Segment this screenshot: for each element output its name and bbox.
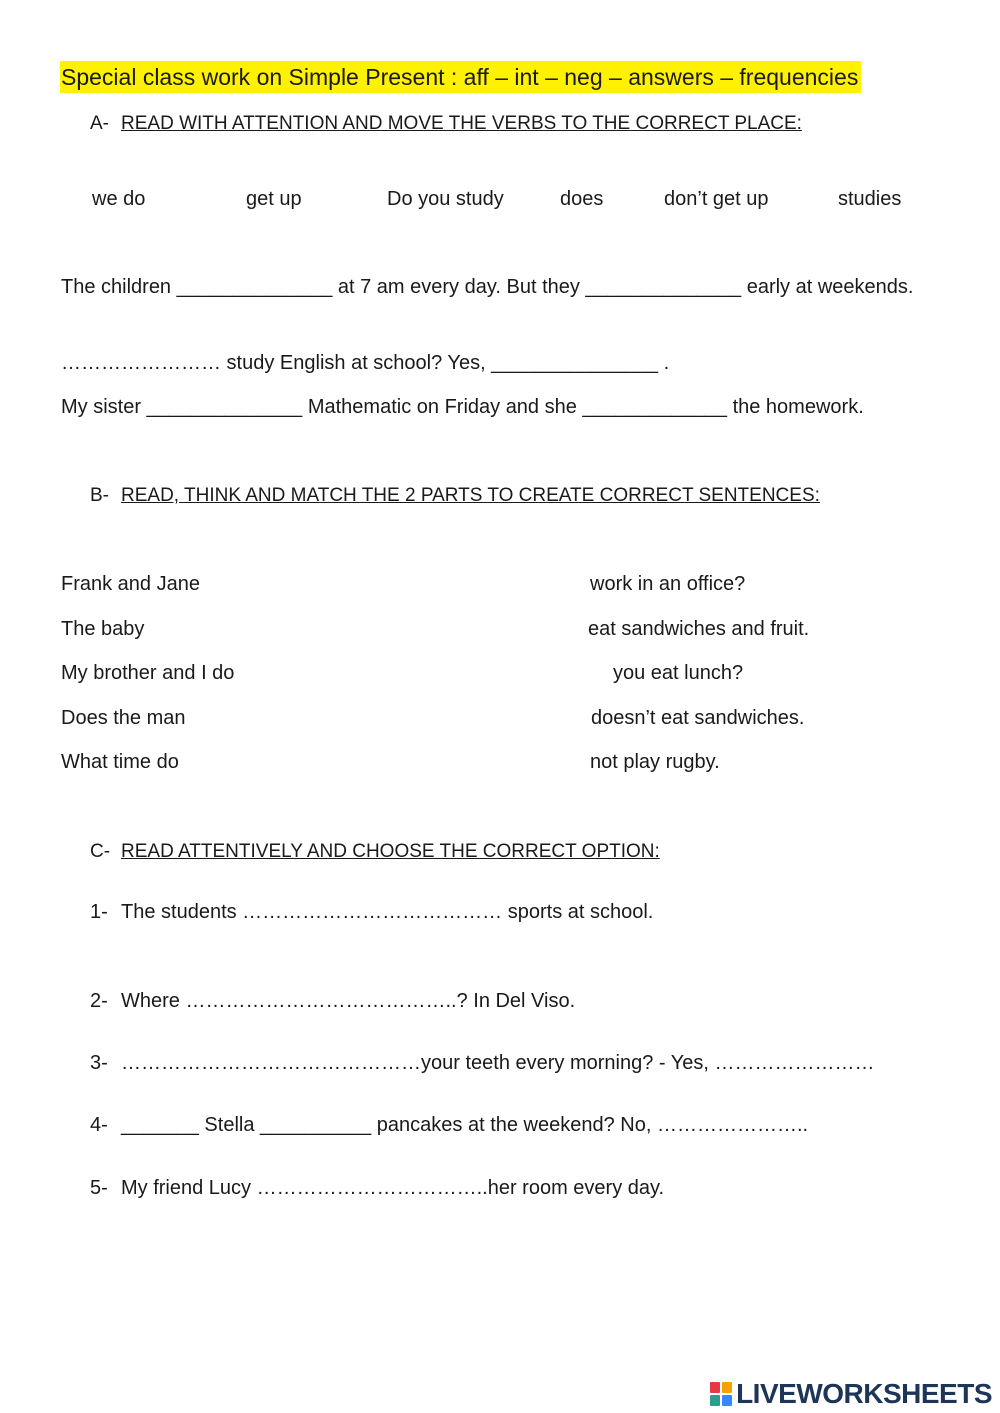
word-bank-item[interactable]: studies bbox=[838, 188, 902, 210]
question-number: 4- bbox=[90, 1114, 108, 1136]
section-b-heading bbox=[90, 484, 820, 508]
question-text: _______ Stella __________ pancakes at the weekend? No, ………………….. bbox=[121, 1114, 809, 1136]
page-title: Special class work on Simple Present : aff – int – neg – answers – frequencies bbox=[60, 61, 861, 93]
match-right-item[interactable]: work in an office? bbox=[590, 573, 746, 595]
match-right-item[interactable]: eat sandwiches and fruit. bbox=[588, 618, 810, 640]
section-b-title: READ, THINK AND MATCH THE 2 PARTS TO CREATE CORRECT SENTENCES: bbox=[121, 485, 820, 506]
match-left-item[interactable]: What time do bbox=[61, 751, 179, 773]
question-number: 5- bbox=[90, 1177, 108, 1199]
question-item bbox=[90, 988, 575, 1014]
match-left-item[interactable]: Frank and Jane bbox=[61, 573, 200, 595]
question-item bbox=[90, 1175, 664, 1201]
section-a-heading bbox=[90, 112, 802, 136]
logo-blocks-icon bbox=[709, 1381, 733, 1407]
match-left-item[interactable]: The baby bbox=[61, 618, 145, 640]
word-bank-item[interactable]: does bbox=[560, 188, 604, 210]
question-item bbox=[90, 899, 653, 925]
match-right-item[interactable]: you eat lunch? bbox=[613, 662, 744, 684]
word-bank-item[interactable]: we do bbox=[92, 188, 146, 210]
question-number: 3- bbox=[90, 1052, 108, 1074]
section-c-title: READ ATTENTIVELY AND CHOOSE THE CORRECT OPTION: bbox=[121, 841, 660, 862]
logo-text: LIVEWORKSHEETS bbox=[736, 1378, 992, 1409]
section-b-letter: B- bbox=[90, 485, 109, 506]
sentence-a2: …………………… study English at school? Yes, _______________ . bbox=[61, 352, 670, 374]
sentence-a1: The children ______________ at 7 am every day. But they ______________ early at weekends. bbox=[61, 276, 914, 298]
sentence-a3: My sister ______________ Mathematic on Friday and she _____________ the homework. bbox=[61, 396, 864, 418]
match-left-item[interactable]: Does the man bbox=[61, 707, 186, 729]
match-right-item[interactable]: doesn’t eat sandwiches. bbox=[591, 707, 805, 729]
section-c-heading bbox=[90, 840, 660, 864]
question-text: The students ………………………………… sports at school. bbox=[121, 901, 654, 923]
question-item bbox=[90, 1050, 875, 1076]
word-bank-item[interactable]: don’t get up bbox=[664, 188, 769, 210]
question-text: ………………………………………your teeth every morning? - Yes, …………………… bbox=[121, 1052, 875, 1074]
question-number: 1- bbox=[90, 901, 108, 923]
question-text: My friend Lucy ……………………………..her room every day. bbox=[121, 1177, 665, 1199]
section-c-letter: C- bbox=[90, 841, 111, 862]
word-bank-item[interactable]: get up bbox=[246, 188, 302, 210]
question-number: 2- bbox=[90, 990, 108, 1012]
question-item bbox=[90, 1112, 808, 1138]
question-text: Where …………………………………..? In Del Viso. bbox=[121, 990, 576, 1012]
match-right-item[interactable]: not play rugby. bbox=[590, 751, 720, 773]
section-a-title: READ WITH ATTENTION AND MOVE THE VERBS TO THE CORRECT PLACE: bbox=[121, 113, 802, 134]
match-left-item[interactable]: My brother and I do bbox=[61, 662, 235, 684]
word-bank-item[interactable]: Do you study bbox=[387, 188, 504, 210]
liveworksheets-logo bbox=[709, 1378, 992, 1410]
section-a-letter: A- bbox=[90, 113, 109, 134]
